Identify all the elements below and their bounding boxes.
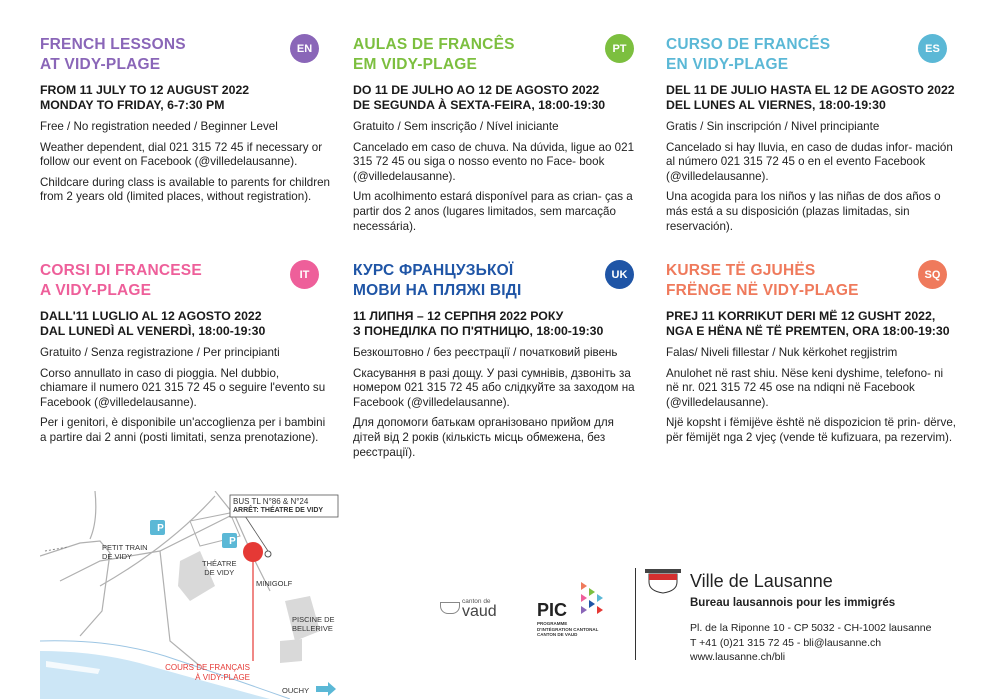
weather-note: Cancelado si hay lluvia, en caso de dudas infor- mación al número 021 315 72 45 o en el evento Facebook (@villedelausanne).: [666, 140, 953, 183]
section-pt: [353, 35, 643, 234]
parking-label: P: [157, 523, 164, 534]
footer-divider: [635, 568, 636, 660]
section-es: [666, 35, 956, 234]
section-title: KURSE TË GJUHËS FRËNGE NË VIDY-PLAGE: [666, 262, 859, 299]
course-location-label: COURS DE FRANÇAIS À VIDY-PLAGE: [165, 663, 250, 682]
childcare-note: Childcare during class is available to parents for children from 2 years old (limited places, without registration).: [40, 175, 330, 204]
language-badge: ES: [918, 34, 947, 63]
info-line: Free / No registration needed / Beginner Level: [40, 120, 278, 133]
section-date: 11 ЛИПНЯ – 12 СЕРПНЯ 2022 РОКУ З ПОНЕДІЛКА ПО П'ЯТНИЦЮ, 18:00-19:30: [353, 309, 604, 338]
bus-stop-label: ARRÊT: THÉATRE DE VIDY: [233, 507, 324, 514]
pool-building: [280, 639, 302, 663]
bus-label: BUS TL N°86 & N°24: [233, 497, 309, 506]
childcare-note: Una acogida para los niños y las niñas de dos años o más está a su disposición (plazas limitadas, sin reservación).: [666, 190, 941, 233]
section-title: FRENCH LESSONS AT VIDY-PLAGE: [40, 36, 186, 73]
address-line: Pl. de la Riponne 10 - CP 5032 - CH-1002 lausanne: [690, 622, 932, 634]
section-en: [40, 35, 330, 205]
info-line: Gratis / Sin inscripción / Nivel principiante: [666, 120, 880, 133]
childcare-note: Per i genitori, è disponibile un'accoglienza per i bambini a partire dai 2 anni (posti limitati, senza prenotazione).: [40, 416, 326, 444]
language-badge: IT: [290, 260, 319, 289]
minigolf-label: MINIGOLF: [256, 579, 293, 588]
lausanne-coat-of-arms: [643, 568, 683, 594]
weather-note: Weather dependent, dial 021 315 72 45 if necessary or follow our event on Facebook (@villedelausanne).: [40, 140, 323, 169]
contact-block: [690, 621, 931, 665]
section-date: DEL 11 DE JULIO HASTA EL 12 DE AGOSTO 2022 DEL LUNES AL VIERNES, 18:00-19:30: [666, 83, 955, 112]
bureau-name: Bureau lausannois pour les immigrés: [690, 597, 896, 609]
info-line: Falas/ Niveli fillestar / Nuk kërkohet regjistrim: [666, 346, 898, 359]
vaud-shield-icon: [440, 602, 460, 614]
section-it: [40, 261, 330, 446]
section-title: CORSI DI FRANCESE A VIDY-PLAGE: [40, 262, 202, 299]
language-badge: PT: [605, 34, 634, 63]
weather-note: Anulohet në rast shiu. Nëse keni dyshime, telefono- ni në nr. 021 315 72 45 ose na ndiqni në Facebook (@villedelausanne).: [666, 366, 944, 409]
section-title: AULAS DE FRANCÊS EM VIDY-PLAGE: [353, 36, 515, 73]
section-date: PREJ 11 KORRIKUT DERI MË 12 GUSHT 2022, NGA E HËNA NË TË PREMTEN, ORA 18:00-19:30: [666, 309, 950, 338]
section-date: FROM 11 JULY TO 12 AUGUST 2022 MONDAY TO FRIDAY, 6-7:30 PM: [40, 83, 250, 112]
parking-label: P: [229, 536, 236, 547]
info-line: Gratuito / Senza registrazione / Per principianti: [40, 346, 280, 359]
info-line: Gratuito / Sem inscrição / Nível iniciante: [353, 120, 559, 133]
section-uk: [353, 261, 643, 460]
section-date: DALL'11 LUGLIO AL 12 AGOSTO 2022 DAL LUNEDÌ AL VENERDÌ, 18:00-19:30: [40, 309, 266, 338]
weather-note: Скасування в разі дощу. У разі сумнівів, дзвоніть за номером 021 315 72 45 або слідкуйте за заходом на Facebook (@villedelausanne).: [353, 366, 635, 409]
section-date: DO 11 DE JULHO AO 12 DE AGOSTO 2022 DE SEGUNDA À SEXTA-FEIRA, 18:00-19:30: [353, 83, 606, 112]
childcare-note: Um acolhimento estará disponível para as crian- ças a partir dos 2 anos (lugares limitados, sem marcação necessária).: [353, 190, 633, 233]
weather-note: Cancelado em caso de chuva. Na dúvida, ligue ao 021 315 72 45 ou siga o nosso evento no Face- book (@villedelausanne).: [353, 140, 635, 183]
theatre-label: THÉATRE DE VIDY: [202, 559, 237, 577]
ouchy-label: OUCHY: [282, 686, 310, 695]
info-line: Безкоштовно / без реєстрації / початковий рівень: [353, 346, 618, 359]
bus-stop-icon: [265, 551, 271, 557]
phone-line: T +41 (0)21 315 72 45 - bli@lausanne.ch: [690, 636, 882, 649]
petit-train-label: PETIT TRAIN DE VIDY: [102, 543, 148, 561]
website-link[interactable]: www.lausanne.ch/bli: [690, 651, 786, 663]
ouchy-arrow-icon: [316, 682, 336, 696]
childcare-note: Для допомоги батькам організовано прийом для дітей від 2 років (кількість місць обмежена, без реєстрації).: [353, 416, 614, 459]
language-badge: EN: [290, 34, 319, 63]
road-line: [40, 541, 110, 636]
road-line: [90, 491, 96, 539]
pic-logo: PIC PROGRAMME D'INTÉGRATION CANTONAL CANTON DE VAUD: [537, 580, 627, 660]
weather-note: Corso annullato in caso di pioggia. Nel dubbio, chiamare il numero 021 315 72 45 o seguire l'evento su Facebook (@villedelausanne).: [40, 366, 326, 409]
course-location-marker: [243, 542, 263, 562]
city-name: Ville de Lausanne: [690, 571, 833, 591]
location-map: [40, 491, 362, 699]
childcare-note: Një kopsht i fëmijëve është në dispozicion të prin- dërve, për fëmijët nga 2 vjeç (vende të kufizuara, pa rezervim).: [666, 416, 956, 444]
lausanne-shield-icon: [643, 568, 683, 594]
section-title: CURSO DE FRANCÉS EN VIDY-PLAGE: [666, 36, 831, 73]
language-badge: UK: [605, 260, 634, 289]
section-sq: [666, 261, 956, 446]
section-title: КУРС ФРАНЦУЗЬКОЇ МОВИ НА ПЛЯЖІ ВІДІ: [353, 262, 522, 299]
language-badge: SQ: [918, 260, 947, 289]
vaud-logo: canton de vaud: [440, 598, 510, 628]
piscine-label: PISCINE DE BELLERIVE: [292, 615, 335, 633]
